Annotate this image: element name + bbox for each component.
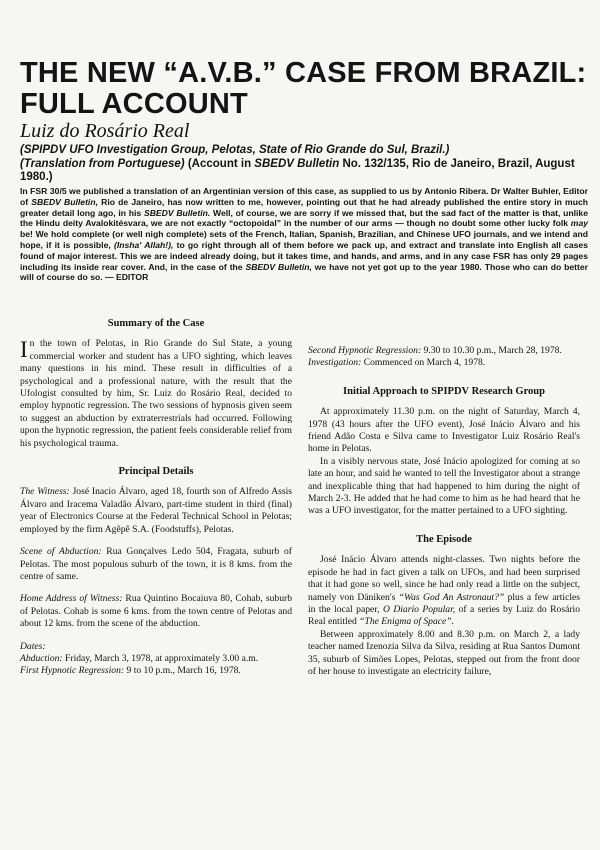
episode-paragraph-2: Between approximately 8.00 and 8.30 p.m. on March 2, a lady teacher named Izenozia Silva da Silva, residing at Rua Santos Dumont 35, suburb of Simões Lopes, Pelotas, stepped out from the front door of her house to investigate an electricity failure, [308, 628, 580, 677]
account-suffix: No. 132/135, Rio de Janeiro, Brazil, August 1980.) [20, 157, 575, 183]
intro-text-3: Well, of course, we are sorry if we missed that, but the sad fact of the matter is that, unlike the Hindu deity Avalokitésvara, we are not exactly “octopoidal” in the number of our arms — though no doubt some other lucky folk [20, 207, 588, 229]
first-regression-text: 9 to 10 p.m., March 16, 1978. [124, 665, 241, 677]
second-regression-text: 9.30 to 10.30 p.m., March 28, 1978. [421, 345, 562, 356]
left-column [20, 318, 292, 678]
investigation-text: Commenced on March 4, 1978. [361, 357, 486, 369]
episode-heading: The Episode [416, 533, 472, 545]
drop-cap: I [20, 337, 28, 363]
author-name: Luiz do Rosário Real [20, 120, 190, 142]
first-regression-label: First Hypnotic Regression: [20, 665, 125, 677]
intro-may: may [570, 218, 588, 229]
intro-text-2: Rio de Janeiro, has now written to me, however, pointing out that he had already published the entire story in much greater detail long ago, in his [20, 196, 588, 218]
abduction-label: Abduction: [20, 652, 63, 664]
intro-text-4: be! We hold complete (or well nigh complete) sets of the French, Italian, Spanish, Brazilian, and Chinese UFO journals, and we intend and hope, if it is possible, [20, 229, 588, 250]
scene-label: Scene of Abduction: [20, 546, 102, 558]
witness-text: José Inacio Álvaro, aged 18, fourth son of Alfredo Assis Álvaro and Iracema Valadão Álvaro, part-time student in third (final) year of Electronics Course at the Federal Technical School in Pelotas; employed by the firm Agêpê S.A. (Foodstuffs), Pelotas. [20, 486, 292, 535]
intro-bulletin-1: SBEDV Bulletin, [31, 196, 98, 207]
intro-text-5: to go right through all of them before we pack up, and extract and translate into English all cases found of major interest. This we are indeed already doing, but it takes time, and hands, and arms, and in any case FSR has only 29 pages including its inside rear cover. And, in the case of the [20, 239, 588, 272]
second-regression-paragraph [308, 345, 580, 357]
summary-paragraph [20, 338, 292, 450]
editor-intro [20, 186, 588, 283]
episode-text-1a: José Inácio Álvaro attends night-classes. Two nights before the episode he had in fact given a talk on UFOs, and had been surprised that it had gone so well, since he had only read a little on the subject, namely von Däniken's [308, 554, 580, 603]
second-regression-label: Second Hypnotic Regression: [308, 345, 422, 356]
translation-note: (Translation from Portuguese) [20, 157, 185, 170]
home-paragraph [20, 593, 292, 630]
article-title: THE NEW “A.V.B.” CASE FROM BRAZIL: FULL ACCOUNT [20, 57, 587, 120]
bulletin-name: SBEDV Bulletin [254, 157, 340, 170]
witness-paragraph [20, 486, 292, 536]
summary-heading: Summary of the Case [107, 318, 205, 329]
summary-text: n the town of Pelotas, in Rio Grande do Sul State, a young commercial worker and student has a UFO sighting, which leaves many questions in his mind. These result in difficulties of a psychological and a professional nature, with the result that the Ufologist consulted by him, Sr. Luiz do Rosário Real, decided to employ hypnotic regression. The two sessions of hypnosis given seem to suggest an abduction by extraterrestrials had occurred. Following upon the hypnotic regression, the patient feels considerable relief from his psychological trauma. [20, 338, 292, 449]
home-label: Home Address of Witness: [20, 593, 123, 605]
scene-paragraph [20, 546, 292, 583]
home-text: Rua Quintino Bocaiuva 80, Cohab, suburb of Pelotas. Cohab is some 6 kms. from the town centre of Pelotas and about 12 kms. from the scene of the abduction. [20, 593, 292, 630]
initial-paragraph-2: In a visibly nervous state, José Inácio apologized for coming at so late an hour, and said he wanted to tell the Investigator about a strange and inexplicable thing that had happened to him during the night of March 2-3. He added that he had come to him as he had heard that he was a UFO investigator, for the matter pertained to a UFO sighting. [308, 455, 580, 517]
scene-text: Rua Gonçalves Ledo 504, Fragata, suburb of Pelotas. The most populous suburb of the town, it is 8 kms. from the centre of same. [20, 546, 292, 582]
intro-insha: (Insha' Allah!), [113, 239, 174, 250]
episode-text-1b: plus a few articles in the local paper, [308, 591, 580, 615]
episode-book-title: “Was God An Astronaut?” [398, 591, 505, 603]
investigation-label: Investigation: [308, 357, 362, 369]
investigation-paragraph [308, 357, 580, 369]
account-prefix: (Account in [187, 157, 255, 170]
dates-label [20, 641, 292, 653]
episode-paper-title: O Diario Popular, [382, 603, 456, 615]
initial-paragraph-1: At approximately 11.30 p.m. on the night of Saturday, March 4, 1978 (43 hours after the UFO event), José Inácio Álvaro and his friend Adão Costa e Silva came to Investigator Luiz Rosário Real's home in Pelotas. [308, 406, 580, 455]
witness-label: The Witness: [20, 486, 70, 498]
episode-series-title: “The Enigma of Space”. [359, 616, 455, 628]
intro-bulletin-3: SBEDV Bulletin, [245, 261, 312, 272]
dates-label-text: Dates: [20, 640, 46, 652]
affiliation-group: (SPIPDV UFO Investigation Group, Pelotas, State of Rio Grande do Sul, Brazil.) [20, 144, 450, 156]
abduction-paragraph [20, 653, 292, 665]
initial-approach-heading: Initial Approach to SPIPDV Research Group [343, 385, 545, 397]
episode-paragraph-1 [308, 554, 580, 628]
intro-text-1: In FSR 30/5 we published a translation of an Argentinian version of this case, as supplied to us by Antonio Ribera. Dr Walter Buhler, Editor of [20, 186, 588, 207]
principal-details-heading: Principal Details [118, 466, 194, 478]
episode-text-1c: of a series by Luiz do Rosário Real entitled [308, 603, 581, 628]
first-regression-paragraph [20, 665, 292, 677]
right-column [308, 345, 580, 678]
intro-text-6: we have not yet got up to the year 1980. Those who can do better will of course do so. — EDITOR [20, 261, 588, 283]
affiliation-block [20, 144, 588, 185]
abduction-text: Friday, March 3, 1978, at approximately 3.00 a.m. [62, 652, 259, 664]
intro-bulletin-2: SBEDV Bulletin. [143, 207, 211, 218]
